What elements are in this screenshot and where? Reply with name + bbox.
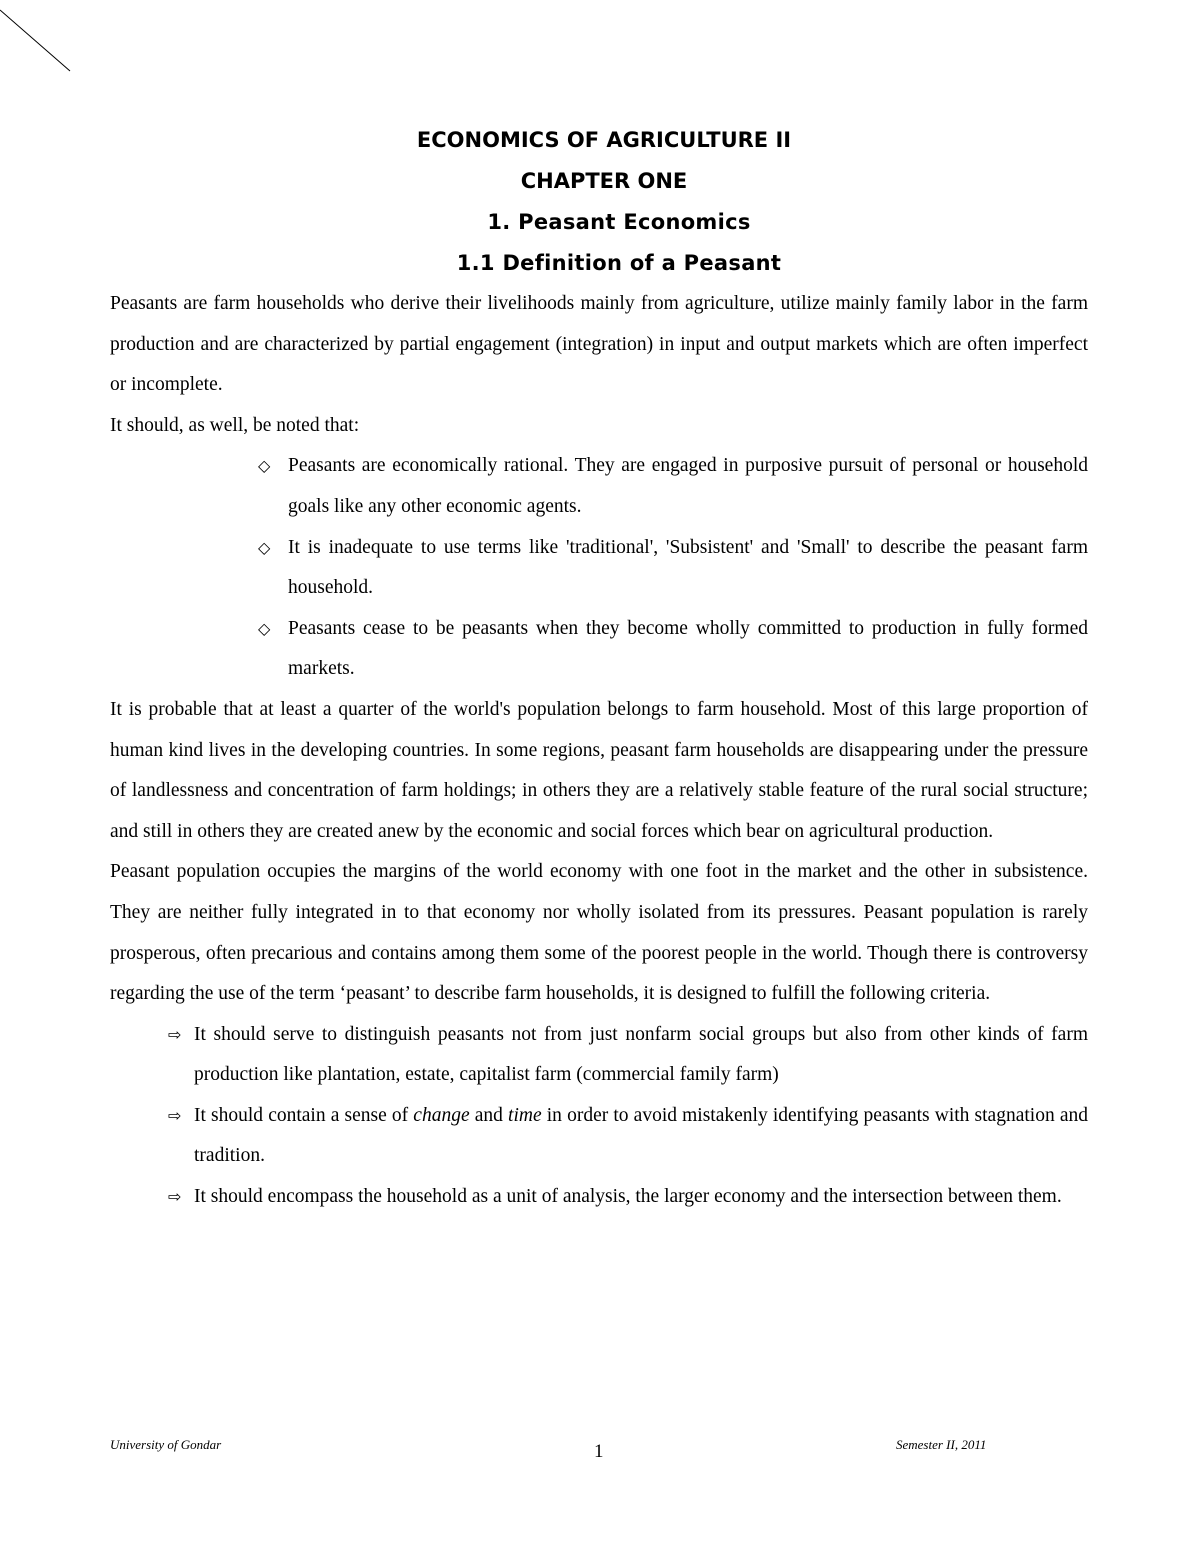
notes-list [110,446,1088,690]
document-page [110,120,1088,1218]
subsection-title: 1.1 Definition of a Peasant [456,251,782,275]
list-item [110,609,1088,690]
diamond-bullet-icon: ◇ [258,618,271,638]
list-item [110,1015,1088,1096]
criteria-text: It should encompass the household as a unit of analysis, the larger economy and the intersection between them. [194,1186,1062,1208]
chapter-title: CHAPTER ONE [520,169,688,193]
section-title: 1. Peasant Economics [487,210,751,234]
criteria-list [110,1015,1088,1218]
criteria-text: It should serve to distinguish peasants not from just nonfarm social groups but also from other kinds of farm production like plantation, estate, capitalist farm (commercial family farm) [194,1023,1088,1086]
criteria-text-part: and [469,1104,509,1126]
note-text: Peasants are economically rational. They are engaged in purposive pursuit of personal or household goals like any other economic agents. [288,455,1088,517]
course-title: ECONOMICS OF AGRICULTURE II [416,128,792,152]
emphasis-time: time [508,1104,542,1126]
criteria-text-part: in order to avoid mistakenly identifying peasants with stagnation and tradition. [194,1104,1088,1167]
arrow-bullet-icon: ⇨ [168,1024,182,1044]
arrow-bullet-icon: ⇨ [168,1105,182,1125]
population-paragraph: It is probable that at least a quarter of the world's population belongs to farm household. Most of this large proportion of human kind lives in the developing countries. In some regions, peasant farm households are disappearing under the pressure of landlessness and concentration of farm holdings; in others they are a relatively stable feature of the rural social structure; and still in others they are created anew by the economic and social forces which bear on agricultural production. [110,698,1088,842]
arrow-bullet-icon: ⇨ [168,1187,182,1207]
footer-term: Semester II, 2011 [896,1437,987,1452]
corner-diagonal-line [0,0,80,80]
note-text: Peasants cease to be peasants when they become wholly committed to production in fully formed markets. [288,617,1088,680]
list-item [110,528,1088,609]
diamond-bullet-icon: ◇ [258,537,271,557]
criteria-text-part: It should contain a sense of [194,1104,414,1126]
list-item [110,446,1088,527]
footer-institution: University of Gondar [110,1437,222,1452]
emphasis-change: change [413,1104,470,1126]
note-text: It is inadequate to use terms like 'traditional', 'Subsistent' and 'Small' to describe the peasant farm household. [288,536,1088,599]
definition-paragraph: Peasants are farm households who derive their livelihoods mainly from agriculture, utilize mainly family labor in the farm production and are characterized by partial engagement (integration) in input and output markets which are often imperfect or incomplete. [110,293,1088,396]
list-item [110,1096,1088,1177]
margins-paragraph: Peasant population occupies the margins of the world economy with one foot in the market and the other in subsistence. They are neither fully integrated in to that economy nor wholly isolated from its pressures. Peasant population is rarely prosperous, often precarious and contains among them some of the poorest people in the world. Though there is controversy regarding the use of the term ‘peasant’ to describe farm households, it is designed to fulfill the following criteria. [110,861,1088,1005]
note-intro: It should, as well, be noted that: [110,414,360,436]
list-item [110,1177,1088,1218]
page-number: 1 [594,1441,604,1462]
diamond-bullet-icon: ◇ [258,456,271,476]
